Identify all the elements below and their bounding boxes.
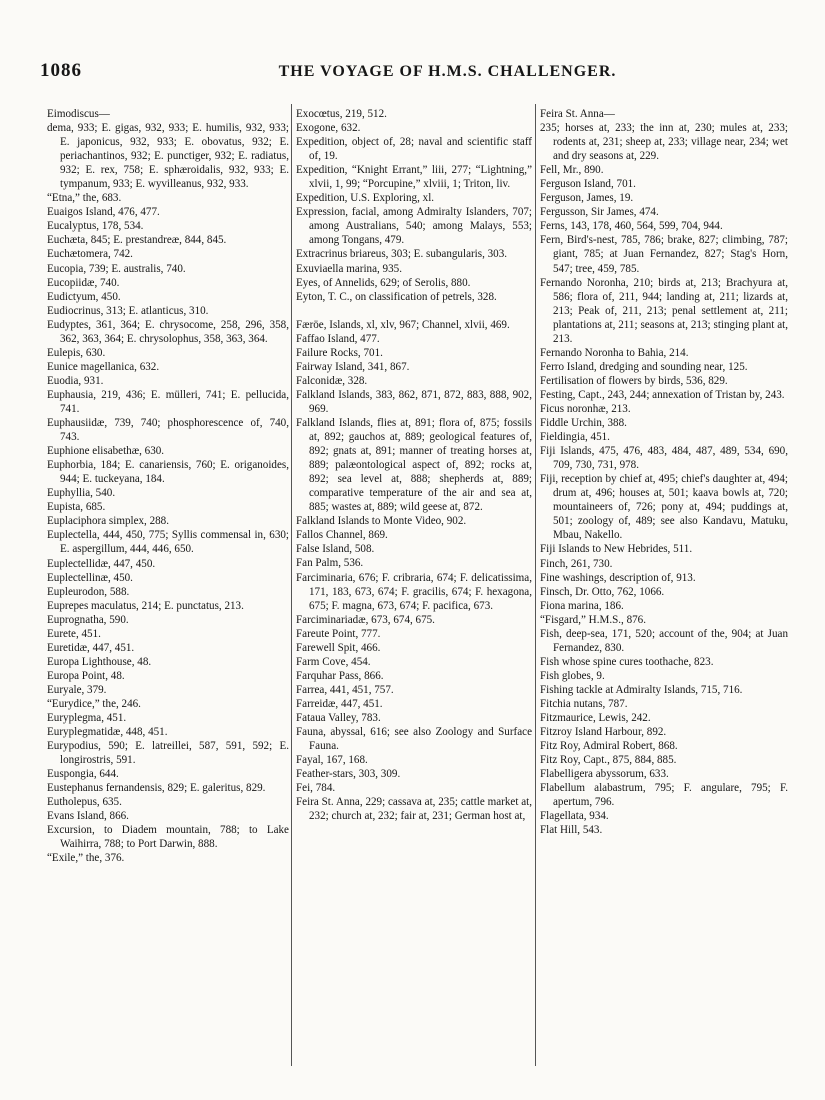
index-entry: “Fisgard,” H.M.S., 876. <box>540 613 647 626</box>
index-entry: Fauna, abyssal, 616; see also Zoology and Surface Fauna. <box>296 726 532 753</box>
index-entry: Fergusson, Sir James, 474. <box>540 206 659 219</box>
running-title: THE VOYAGE OF H.M.S. CHALLENGER. <box>278 63 617 80</box>
index-entry: Feather-stars, 303, 309. <box>296 768 401 781</box>
index-entry: Euspongia, 644. <box>47 768 119 781</box>
index-entry: Fallos Channel, 869. <box>296 529 388 542</box>
index-entry: Eucopia, 739; E. australis, 740. <box>47 262 186 275</box>
index-entry: Ferro Island, dredging and sounding near, 125. <box>540 360 748 373</box>
index-entry: Failure Rocks, 701. <box>296 346 383 359</box>
index-entry: Euplaciphora simplex, 288. <box>47 515 170 528</box>
index-entry: Fieldingia, 451. <box>540 431 610 444</box>
index-entry: Farquhar Pass, 866. <box>296 669 384 682</box>
index-entry: “Etna,” the, 683. <box>47 192 122 205</box>
index-entry: Fan Palm, 536. <box>296 557 364 570</box>
index-entry: Euryplegma, 451. <box>47 712 127 725</box>
index-entry: Europa Lighthouse, 48. <box>47 655 152 668</box>
index-entry: Fish, deep-sea, 171, 520; account of the, 904; at Juan Fernandez, 830. <box>540 627 788 654</box>
index-entry: Fairway Island, 341, 867. <box>296 360 410 373</box>
index-entry: Eupleurodon, 588. <box>47 585 130 598</box>
index-entry: Euphausiidæ, 739, 740; phosphorescence of, 740, 743. <box>47 417 289 444</box>
index-entry: Fitz Roy, Admiral Robert, 868. <box>540 740 678 753</box>
index-entry: Fitchia nutans, 787. <box>540 697 628 710</box>
index-entry: Eucopiidæ, 740. <box>47 276 120 289</box>
index-entry: Finsch, Dr. Otto, 762, 1066. <box>540 585 665 598</box>
page-number: 1086 <box>40 60 82 81</box>
index-entry: Exogone, 632. <box>296 122 361 135</box>
index-entry: Færöe, Islands, xl, xlv, 967; Channel, xlvii, 469. <box>296 318 510 331</box>
index-entry: Expedition, object of, 28; naval and scientific staff of, 19. <box>296 136 532 163</box>
index-entry: Fernando Noronha, 210; birds at, 213; Brachyura at, 586; flora of, 211, 944; landing at, 211; lizards at, 213; Peak of, 211, 213; penal settlement at, 211; plantations at, 211; seasons at, 213; stinging plant at, 213. <box>540 276 788 345</box>
index-entry: Fitzmaurice, Lewis, 242. <box>540 712 651 725</box>
index-entry: dema, 933; E. gigas, 932, 933; E. humilis, 932, 933; E. japonicus, 932, 933; E. obovatus, 932; E. periachantinos, 932; E. punctiger, 932; E. radiatus, 932; E. rex, 758; E. sphæroidalis, 932, 933; E. tympanum, 933; E. wyvilleanus, 932, 933. <box>47 122 289 191</box>
index-entry: Flabelligera abyssorum, 633. <box>540 768 669 781</box>
index-entry: Euphorbia, 184; E. canariensis, 760; E. origanoides, 944; E. tuckeyana, 184. <box>47 459 289 486</box>
index-entry: Fishing tackle at Admiralty Islands, 715, 716. <box>540 683 743 696</box>
index-entry: Euphausia, 219, 436; E. mülleri, 741; E. pellucida, 741. <box>47 388 289 415</box>
index-entry: Extracrinus briareus, 303; E. subangularis, 303. <box>296 248 508 261</box>
index-entry: Farrea, 441, 451, 757. <box>296 683 394 696</box>
index-entry: Eupista, 685. <box>47 501 106 514</box>
index-entry: Eurypodius, 590; E. latreillei, 587, 591, 592; E. longirostris, 591. <box>47 740 289 767</box>
index-entry: Expression, facial, among Admiralty Islanders, 707; among Australians, 540; among Malays, 553; among Tongans, 479. <box>296 206 532 247</box>
index-column-1 <box>47 107 289 1067</box>
index-entry: Falkland Islands, flies at, 891; flora of, 875; fossils at, 892; gauchos at, 889; geological features of, 892; gnats at, 891; manner of treating horses at, 889; palæontological aspect of, 892; rocks at, 892; sea level at, 888; shepherds at, 889; comparative temperature of the air and sea at, 885; wastes at, 889; wild geese at, 872. <box>296 416 532 514</box>
index-entry: Feira St. Anna, 229; cassava at, 235; cattle market at, 232; church at, 232; fair at, 231; German host at, <box>296 796 532 823</box>
index-column-2 <box>296 107 532 1067</box>
index-entry: Farciminaria, 676; F. cribraria, 674; F. delicatissima, 171, 183, 673, 674; F. gracilis, 674; F. hexagona, 675; F. magna, 673, 674; F. pacifica, 673. <box>296 571 532 612</box>
index-entry: Eucalyptus, 178, 534. <box>47 220 144 233</box>
index-entry: Euryplegmatidæ, 448, 451. <box>47 726 168 739</box>
index-entry: Ferns, 143, 178, 460, 564, 599, 704, 944. <box>540 220 723 233</box>
index-entry: Fareute Point, 777. <box>296 627 381 640</box>
index-entry: Fataua Valley, 783. <box>296 711 381 724</box>
index-entry: Flabellum alabastrum, 795; F. angulare, 795; F. apertum, 796. <box>540 782 788 809</box>
index-entry: Farreidæ, 447, 451. <box>296 697 383 710</box>
index-entry: Evans Island, 866. <box>47 810 129 823</box>
index-entry: Faffao Island, 477. <box>296 332 380 345</box>
index-entry: Ficus noronhæ, 213. <box>540 402 631 415</box>
index-entry: Feira St. Anna— <box>540 108 615 120</box>
index-entry: Euchætomera, 742. <box>47 248 133 261</box>
index-entry: Flat Hill, 543. <box>540 824 603 837</box>
index-entry: “Eurydice,” the, 246. <box>47 697 141 710</box>
index-entry: Flagellata, 934. <box>540 810 609 823</box>
index-entry: Eudyptes, 361, 364; E. chrysocome, 258, 296, 358, 362, 363, 364; E. chrysolophus, 358, 363, 364. <box>47 318 289 345</box>
index-entry: Euplectellinæ, 450. <box>47 571 133 584</box>
index-entry: Euplectellidæ, 447, 450. <box>47 557 156 570</box>
index-entry: Fertilisation of flowers by birds, 536, 829. <box>540 374 728 387</box>
index-entry: Fish globes, 9. <box>540 669 605 682</box>
index-entry: Euplectella, 444, 450, 775; Syllis commensal in, 630; E. aspergillum, 444, 446, 650. <box>47 529 289 556</box>
index-entry: Fell, Mr., 890. <box>540 164 604 177</box>
index-entry: Euryale, 379. <box>47 683 107 696</box>
index-entry: Fish whose spine cures toothache, 823. <box>540 655 714 668</box>
index-entry: Falconidæ, 328. <box>296 374 368 387</box>
index-entry: Fine washings, description of, 913. <box>540 571 696 584</box>
index-entry: False Island, 508. <box>296 543 375 556</box>
index-entry: Euodia, 931. <box>47 374 104 387</box>
index-entry: Eyton, T. C., on classification of petrels, 328. <box>296 290 497 303</box>
index-entry: Eutholepus, 635. <box>47 796 122 809</box>
index-entry: Festing, Capt., 243, 244; annexation of Tristan by, 243. <box>540 388 785 401</box>
index-entry: Fiji Islands to New Hebrides, 511. <box>540 543 693 556</box>
index-entry: Ferguson, James, 19. <box>540 192 634 205</box>
index-entry: Eustephanus fernandensis, 829; E. galeritus, 829. <box>47 782 266 795</box>
index-entry: Fayal, 167, 168. <box>296 754 368 767</box>
index-entry: Falkland Islands, 383, 862, 871, 872, 883, 888, 902, 969. <box>296 388 532 415</box>
index-entry: Euphyllia, 540. <box>47 487 116 500</box>
index-entry: Euchæta, 845; E. prestandreæ, 844, 845. <box>47 234 227 247</box>
index-entry: Farewell Spit, 466. <box>296 641 381 654</box>
index-entry: Euphione elisabethæ, 630. <box>47 445 165 458</box>
index-entry: Finch, 261, 730. <box>540 557 613 570</box>
index-entry: “Exile,” the, 376. <box>47 852 125 865</box>
index-entry: Eudictyum, 450. <box>47 290 121 303</box>
index-entry: Europa Point, 48. <box>47 669 125 682</box>
index-entry: Eudiocrinus, 313; E. atlanticus, 310. <box>47 304 209 317</box>
index-entry: Fiji, reception by chief at, 495; chief's daughter at, 494; drum at, 496; houses at, 501; kaava bowls at, 720; mountaineers of, 726; pony at, 494; puddings at, 501; zoology of, 489; see also Kandavu, Matuku, Mbau, Nakello. <box>540 473 788 542</box>
letter-section-gap <box>296 304 532 318</box>
index-entry: Euaigos Island, 476, 477. <box>47 206 160 219</box>
index-entry: Fei, 784. <box>296 782 336 795</box>
index-entry: Eyes, of Annelids, 629; of Serolis, 880. <box>296 276 471 289</box>
index-entry: Fitz Roy, Capt., 875, 884, 885. <box>540 754 677 767</box>
index-entry: Ferguson Island, 701. <box>540 178 636 191</box>
index-entry: Euretidæ, 447, 451. <box>47 641 135 654</box>
index-entry: Eulepis, 630. <box>47 346 106 359</box>
index-entry: Fitzroy Island Harbour, 892. <box>540 726 667 739</box>
index-entry: Fiji Islands, 475, 476, 483, 484, 487, 489, 534, 690, 709, 730, 731, 978. <box>540 445 788 472</box>
index-entry: Fern, Bird's-nest, 785, 786; brake, 827; climbing, 787; giant, 785; at Juan Fernandez, 827; Stag's Horn, 547; tree, 459, 785. <box>540 234 788 275</box>
index-entry: Falkland Islands to Monte Video, 902. <box>296 515 467 528</box>
index-entry: Expedition, “Knight Errant,” liii, 277; “Lightning,” xlvii, 1, 99; “Porcupine,” xlviii, 1; Triton, liv. <box>296 164 532 191</box>
index-entry: Fernando Noronha to Bahia, 214. <box>540 346 689 359</box>
index-entry: Fiona marina, 186. <box>540 599 624 612</box>
index-entry: Eunice magellanica, 632. <box>47 360 160 373</box>
index-entry: Fiddle Urchin, 388. <box>540 417 627 430</box>
index-entry: Exuviaella marina, 935. <box>296 262 402 275</box>
index-entry: Farciminariadæ, 673, 674, 675. <box>296 613 435 626</box>
index-entry: Eimodiscus— <box>47 108 110 120</box>
index-entry: Excursion, to Diadem mountain, 788; to Lake Waihirra, 788; to Port Darwin, 888. <box>47 824 289 851</box>
index-entry: Euprepes maculatus, 214; E. punctatus, 213. <box>47 599 244 612</box>
index-entry: Expedition, U.S. Exploring, xl. <box>296 192 435 205</box>
index-entry: Euprognatha, 590. <box>47 613 129 626</box>
index-entry: Farm Cove, 454. <box>296 655 371 668</box>
column-divider <box>535 104 536 1066</box>
index-column-3 <box>540 107 788 1067</box>
index-entry: Eurete, 451. <box>47 627 101 640</box>
index-entry: 235; horses at, 233; the inn at, 230; mules at, 233; rodents at, 231; sheep at, 233; village near, 234; wet and dry seasons at, 229. <box>540 122 788 163</box>
index-entry: Exocœtus, 219, 512. <box>296 108 387 120</box>
column-divider <box>291 104 292 1066</box>
